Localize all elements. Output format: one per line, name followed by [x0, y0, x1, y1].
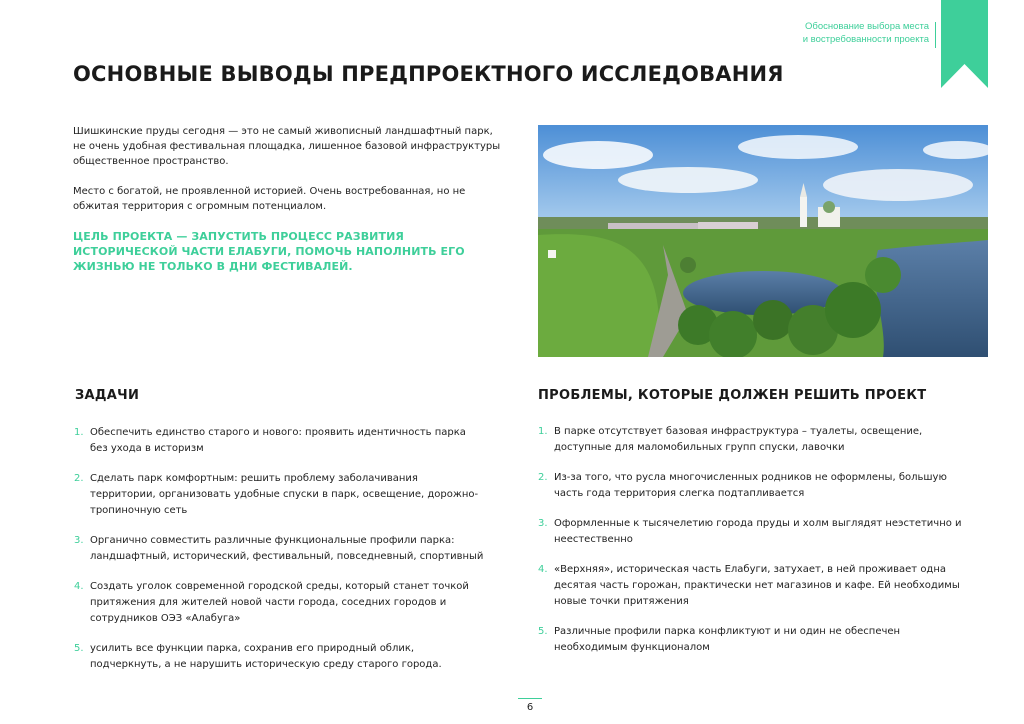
list-item-text: усилить все функции парка, сохранив его природный облик, подчеркнуть, а не нарушить историческую среду старого города.	[90, 643, 442, 670]
list-number: 2.	[538, 472, 548, 483]
list-item-text: Оформленные к тысячелетию города пруды и холм выглядят неэстетично и неестественно	[554, 518, 962, 545]
intro-paragraph-2: Место с богатой, не проявленной историей. Очень востребованная, но не обжитая территория с огромным потенциалом.	[73, 186, 466, 212]
list-item-text: Различные профили парка конфликтуют и ни один не обеспечен необходимым функционалом	[554, 626, 901, 653]
list-item-text: Обеспечить единство старого и нового: проявить идентичность парка без ухода в историзм	[90, 427, 466, 454]
section-note-line1: Обоснование выбора места	[805, 21, 929, 32]
list-number: 5.	[538, 626, 548, 637]
list-item	[74, 471, 484, 519]
list-item-text: Из-за того, что русла многочисленных родников не оформлены, большую часть года территория слегка подтапливается	[554, 472, 947, 499]
list-number: 4.	[538, 564, 548, 575]
intro-text	[73, 124, 501, 289]
section-note-line2: и востребованности проекта	[802, 34, 929, 45]
list-item	[74, 579, 484, 627]
bookmark-icon	[941, 0, 988, 88]
list-number: 1.	[74, 427, 84, 438]
problems-list	[538, 424, 968, 670]
list-item	[538, 516, 968, 548]
tasks-list	[74, 425, 484, 687]
list-number: 5.	[74, 643, 84, 654]
list-item	[74, 641, 484, 673]
list-item	[538, 424, 968, 456]
header-divider	[935, 22, 936, 48]
list-number: 3.	[538, 518, 548, 529]
list-item	[538, 470, 968, 502]
project-goal: ЦЕЛЬ ПРОЕКТА — ЗАПУСТИТЬ ПРОЦЕСС РАЗВИТИЯ ИСТОРИЧЕСКОЙ ЧАСТИ ЕЛАБУГИ, ПОМОЧЬ НАПОЛНИТЬ ЕГО ЖИЗНЬЮ НЕ ТОЛЬКО В ДНИ ФЕСТИВАЛЕЙ.	[73, 230, 465, 273]
list-item	[74, 425, 484, 457]
list-number: 3.	[74, 535, 84, 546]
section-note	[669, 20, 929, 46]
list-item-text: Создать уголок современной городской среды, который станет точкой притяжения для жителей новой части города, соседних городов и сотрудников ОЭЗ «Алабуга»	[90, 581, 469, 624]
page-number-divider	[518, 698, 542, 699]
landscape-photo	[538, 125, 988, 357]
list-number: 1.	[538, 426, 548, 437]
intro-paragraph-1: Шишкинские пруды сегодня — это не самый живописный ландшафтный парк, не очень удобная фестивальная площадка, лишенное базовой инфраструктуры общественное пространство.	[73, 126, 501, 167]
list-number: 2.	[74, 473, 84, 484]
tasks-title: ЗАДАЧИ	[75, 388, 140, 403]
list-item	[74, 533, 484, 565]
page-title: ОСНОВНЫЕ ВЫВОДЫ ПРЕДПРОЕКТНОГО ИССЛЕДОВАНИЯ	[73, 62, 784, 86]
list-item-text: Органично совместить различные функциональные профили парка: ландшафтный, исторический, фестивальный, повседневный, спортивный	[90, 535, 484, 562]
list-item	[538, 562, 968, 610]
list-item-text: «Верхняя», историческая часть Елабуги, затухает, в ней проживает одна десятая часть горожан, практически нет магазинов и кафе. Ей необходимы новые точки притяжения	[554, 564, 960, 607]
list-item	[538, 624, 968, 656]
list-number: 4.	[74, 581, 84, 592]
list-item-text: Сделать парк комфортным: решить проблему заболачивания территории, организовать удобные спуски в парк, освещение, дорожно-тропиночную сеть	[90, 473, 479, 516]
problems-title: ПРОБЛЕМЫ, КОТОРЫЕ ДОЛЖЕН РЕШИТЬ ПРОЕКТ	[538, 388, 927, 403]
page-number: 6	[526, 702, 534, 713]
list-item-text: В парке отсутствует базовая инфраструктура – туалеты, освещение, доступные для маломобильных групп спуски, лавочки	[554, 426, 923, 453]
